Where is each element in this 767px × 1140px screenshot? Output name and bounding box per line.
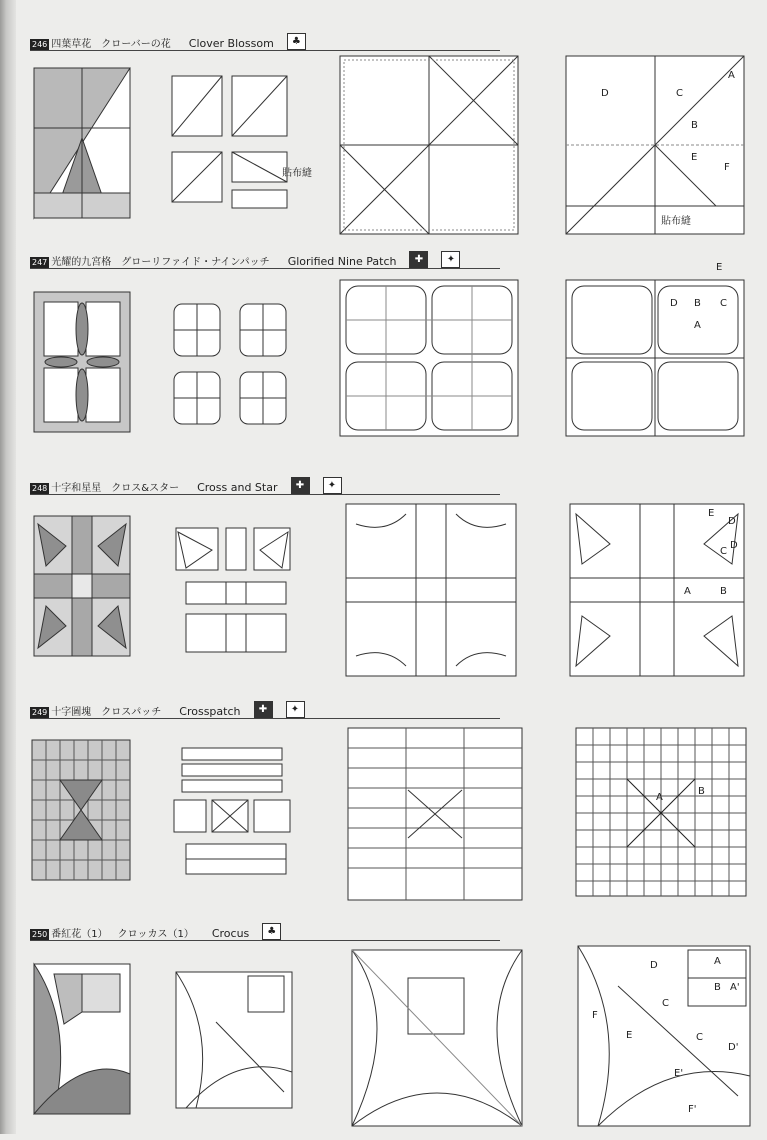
piece-label-a-prime: A'	[730, 982, 740, 993]
pattern-number: 247	[32, 258, 48, 267]
pattern-number: 246	[32, 40, 48, 49]
piece-label-f-prime: F'	[688, 1104, 697, 1115]
piece-label-a: A	[656, 792, 663, 803]
star-icon: ✦	[286, 701, 305, 718]
quilt-layout-diagram	[340, 280, 518, 436]
pattern-row-cross-and-star	[30, 476, 750, 694]
cross-icon: ✚	[254, 701, 273, 718]
piece-label-a: A	[684, 586, 691, 597]
cross-icon: ✚	[409, 251, 428, 268]
piece-label-b: B	[694, 298, 701, 309]
piece-label-d: D	[728, 516, 736, 527]
construction-diagram	[566, 262, 744, 436]
pattern-header	[30, 476, 500, 495]
quilt-block-diagram	[34, 516, 130, 656]
pattern-name-cn: 十字圖塊	[51, 707, 92, 718]
applique-note: 貼布縫	[282, 168, 312, 179]
pattern-name-cn: 光耀的九宮格	[51, 257, 112, 268]
pattern-name-jp: クローバーの花	[101, 39, 171, 50]
pattern-name-en: Crocus	[211, 927, 250, 940]
quilt-layout-diagram	[352, 950, 522, 1126]
piece-label-e: E	[691, 152, 698, 163]
pattern-name-en: Crosspatch	[179, 705, 241, 718]
piece-label-c-2: C	[696, 1032, 703, 1043]
construction-diagram	[578, 946, 750, 1126]
quilt-block-diagram	[34, 292, 130, 432]
piece-label-d: D	[650, 960, 658, 971]
pattern-name-en: Clover Blossom	[188, 37, 274, 50]
piece-label-b: B	[720, 586, 727, 597]
quilt-block-diagram	[34, 68, 130, 218]
pattern-number: 249	[32, 708, 48, 717]
piece-label-e-prime: E'	[674, 1068, 684, 1079]
piece-label-e: E	[708, 508, 715, 519]
piece-label-b: B	[698, 786, 705, 797]
star-icon: ✦	[441, 251, 460, 268]
pattern-number: 248	[32, 484, 48, 493]
piece-label-c: C	[720, 298, 727, 309]
quilt-block-diagram	[32, 740, 130, 880]
star-icon: ✦	[323, 477, 342, 494]
pattern-name-cn: 番紅花（1）	[51, 929, 108, 940]
pattern-row-crocus	[30, 922, 750, 1140]
pattern-header	[30, 250, 500, 269]
piece-label-a: A	[728, 70, 735, 81]
piece-label-d-prime: D'	[728, 1042, 739, 1053]
quilt-layout-diagram	[348, 728, 522, 900]
pattern-pieces-diagram	[170, 300, 292, 430]
piece-label-b: B	[691, 120, 698, 131]
construction-diagram	[576, 728, 746, 896]
pattern-name-jp: クロスパッチ	[101, 707, 162, 718]
pattern-name-cn: 四葉草花	[51, 39, 92, 50]
piece-label-b: B	[714, 982, 721, 993]
pattern-header	[30, 700, 500, 719]
pattern-header	[30, 32, 500, 51]
piece-label-e: E	[716, 262, 723, 273]
piece-label-f: F	[592, 1010, 598, 1021]
piece-label-c: C	[720, 546, 727, 557]
pattern-pieces-diagram	[176, 972, 296, 1112]
quilt-layout-diagram	[346, 504, 516, 676]
applique-note: 貼布縫	[661, 216, 691, 227]
piece-label-c: C	[662, 998, 669, 1009]
pattern-name-en: Cross and Star	[197, 481, 278, 494]
pattern-row-clover-blossom	[30, 32, 750, 250]
pattern-pieces-diagram	[172, 748, 296, 878]
quilt-block-diagram	[34, 964, 130, 1114]
piece-label-d: D	[601, 88, 609, 99]
tree-icon: ♣	[287, 33, 306, 50]
pattern-header	[30, 922, 500, 941]
pattern-number: 250	[32, 930, 48, 939]
piece-label-c: C	[676, 88, 683, 99]
piece-label-a: A	[714, 956, 721, 967]
tree-icon: ♣	[262, 923, 281, 940]
pattern-name-jp: グローリファイド・ナインパッチ	[121, 257, 270, 268]
pattern-name-jp: クロス&スター	[111, 483, 180, 494]
pattern-name-en: Glorified Nine Patch	[287, 255, 397, 268]
book-binding	[0, 0, 16, 1134]
pattern-row-crosspatch	[30, 700, 750, 918]
pattern-name-cn: 十字和星星	[51, 483, 102, 494]
piece-label-f: F	[724, 162, 730, 173]
piece-label-d: D	[670, 298, 678, 309]
pattern-name-jp: クロッカス（1）	[117, 929, 194, 940]
construction-diagram	[570, 504, 744, 676]
piece-label-d-2: D	[730, 540, 738, 551]
piece-label-e: E	[626, 1030, 633, 1041]
cross-icon: ✚	[291, 477, 310, 494]
construction-diagram	[566, 56, 744, 234]
pattern-pieces-diagram	[172, 76, 312, 216]
pattern-row-glorified-nine-patch	[30, 250, 750, 468]
piece-label-a: A	[694, 320, 701, 331]
pattern-pieces-diagram	[172, 524, 294, 656]
quilt-layout-diagram	[340, 56, 518, 234]
